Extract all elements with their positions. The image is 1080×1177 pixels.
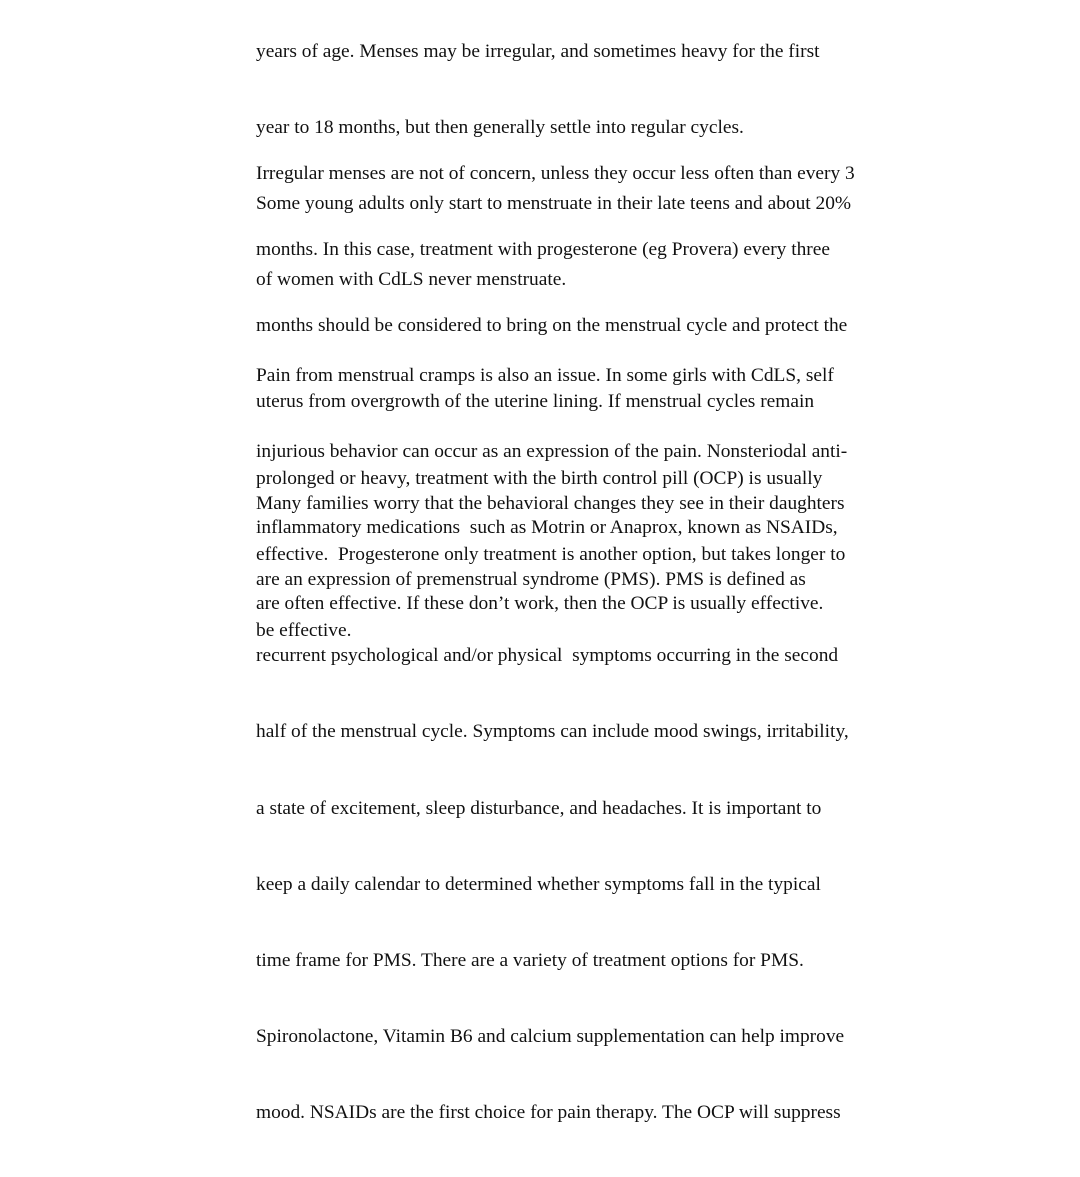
- text-line: Some young adults only start to menstruate in their late teens and about 20%: [256, 193, 852, 215]
- text-line: recurrent psychological and/or physical symptoms occurring in the second: [256, 645, 839, 667]
- text-line: months. In this case, treatment with progesterone (eg Provera) every three: [256, 239, 830, 261]
- text-line: Pain from menstrual cramps is also an issue. In some girls with CdLS, self: [256, 364, 834, 386]
- text-line: be effective.: [256, 620, 352, 642]
- text-line: are often effective. If these don’t work, then the OCP is usually effective.: [256, 593, 824, 615]
- text-line: Spironolactone, Vitamin B6 and calcium supplementation can help improve: [256, 1026, 845, 1048]
- text-line: years of age. Menses may be irregular, and sometimes heavy for the first: [256, 40, 820, 62]
- text-line: prolonged or heavy, treatment with the birth control pill (OCP) is usually: [256, 467, 823, 489]
- text-line: effective. Progesterone only treatment is another option, but takes longer to: [256, 543, 846, 565]
- text-line: keep a daily calendar to determined whether symptoms fall in the typical: [256, 873, 821, 895]
- text-line: mood. NSAIDs are the first choice for pain therapy. The OCP will suppress: [256, 1102, 841, 1124]
- text-line: Irregular menses are not of concern, unless they occur less often than every 3: [256, 162, 855, 184]
- paragraph-pms: [256, 440, 936, 1177]
- text-line: Many families worry that the behavioral changes they see in their daughters: [256, 492, 845, 514]
- text-line: time frame for PMS. There are a variety of treatment options for PMS.: [256, 950, 804, 972]
- text-line: are an expression of premenstrual syndrome (PMS). PMS is defined as: [256, 569, 806, 591]
- text-line: months should be considered to bring on the menstrual cycle and protect the: [256, 315, 848, 337]
- text-line: uterus from overgrowth of the uterine lining. If menstrual cycles remain: [256, 391, 815, 413]
- text-line: of women with CdLS never menstruate.: [256, 269, 567, 291]
- text-line: injurious behavior can occur as an expression of the pain. Nonsteriodal anti-: [256, 441, 848, 463]
- text-line: inflammatory medications such as Motrin or Anaprox, known as NSAIDs,: [256, 517, 838, 539]
- text-line: half of the menstrual cycle. Symptoms can include mood swings, irritability,: [256, 721, 849, 743]
- text-line: a state of excitement, sleep disturbance, and headaches. It is important to: [256, 797, 822, 819]
- text-line: year to 18 months, but then generally settle into regular cycles.: [256, 117, 744, 139]
